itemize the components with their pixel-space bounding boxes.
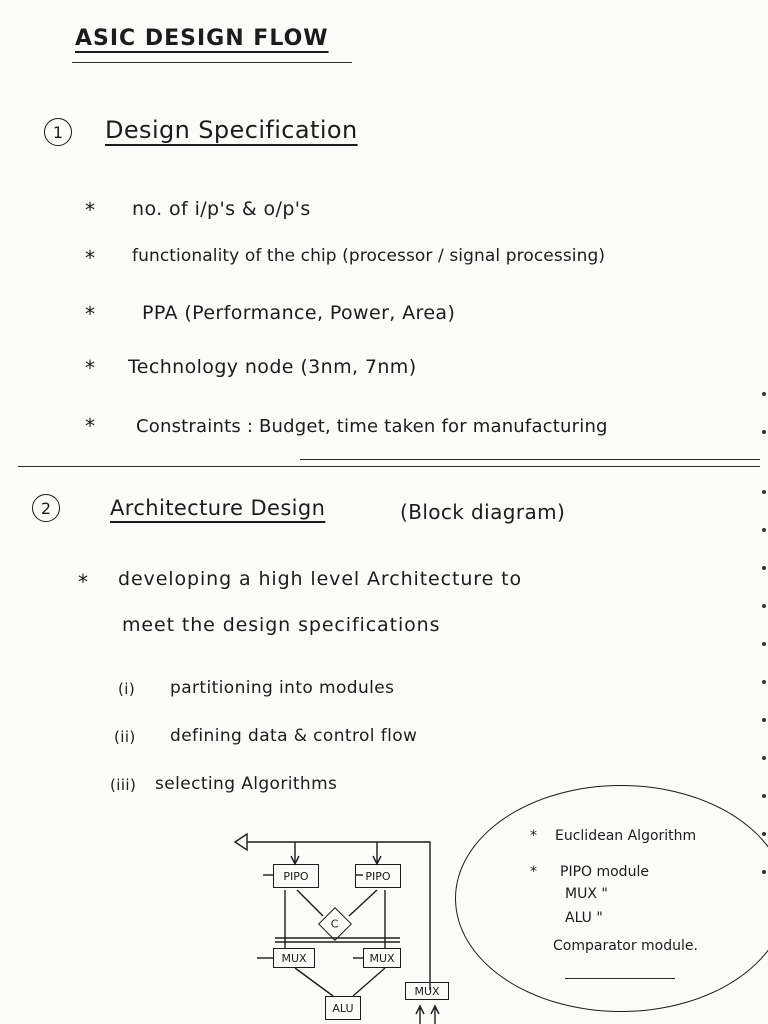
bullet: *: [78, 570, 88, 594]
binder-hole: [762, 528, 766, 532]
mux-block: MUX: [273, 948, 315, 968]
binder-hole: [762, 604, 766, 608]
binder-hole: [762, 756, 766, 760]
section-heading-1: Design Specification: [105, 116, 358, 144]
section-divider: [300, 459, 760, 460]
section-divider: [18, 466, 760, 467]
binder-hole: [762, 430, 766, 434]
pipo-block: PIPO: [273, 864, 319, 888]
section-number-2: 2: [32, 494, 60, 522]
note-item: Comparator module.: [553, 938, 698, 954]
note-underline: [565, 978, 675, 979]
subitem-marker: (ii): [114, 728, 136, 746]
spec-item: Constraints : Budget, time taken for manufacturing: [136, 416, 608, 437]
binder-hole: [762, 490, 766, 494]
section-number-1: 1: [44, 118, 72, 146]
bullet: *: [85, 302, 95, 326]
bullet: *: [530, 864, 537, 880]
binder-hole: [762, 794, 766, 798]
binder-hole: [762, 680, 766, 684]
arch-item-line2: meet the design specifications: [122, 614, 441, 636]
note-item: Euclidean Algorithm: [555, 828, 697, 844]
alu-block: ALU: [325, 996, 361, 1020]
bullet: *: [85, 414, 95, 438]
bullet: *: [85, 356, 95, 380]
spec-item: PPA (Performance, Power, Area): [142, 302, 456, 324]
subitem-text: partitioning into modules: [170, 678, 395, 698]
binder-hole: [762, 392, 766, 396]
bullet: *: [530, 828, 537, 844]
subitem-marker: (iii): [110, 776, 137, 794]
binder-hole: [762, 718, 766, 722]
comparator-label: C: [331, 917, 339, 931]
bullet: *: [85, 246, 95, 270]
binder-hole: [762, 832, 766, 836]
note-item: ALU ": [565, 910, 603, 926]
block-diagram: [225, 820, 450, 1024]
page-title: ASIC DESIGN FLOW: [75, 26, 329, 51]
binder-hole: [762, 566, 766, 570]
heading-note: (Block diagram): [400, 500, 566, 524]
subitem-marker: (i): [118, 680, 136, 698]
spec-item: Technology node (3nm, 7nm): [128, 356, 417, 378]
subitem-text: selecting Algorithms: [155, 774, 338, 794]
mux-block: MUX: [405, 982, 449, 1000]
subitem-text: defining data & control flow: [170, 726, 418, 746]
mux-block: MUX: [363, 948, 401, 968]
arch-item-line1: developing a high level Architecture to: [118, 568, 522, 590]
pipo-block: PIPO: [355, 864, 401, 888]
spec-item: functionality of the chip (processor / signal processing): [132, 246, 606, 266]
title-underline: [72, 62, 352, 63]
spec-item: no. of i/p's & o/p's: [132, 198, 311, 220]
section-heading-2: Architecture Design: [110, 496, 326, 520]
bullet: *: [85, 198, 95, 222]
note-item: MUX ": [565, 886, 608, 902]
binder-hole: [762, 642, 766, 646]
note-item: PIPO module: [560, 864, 649, 880]
